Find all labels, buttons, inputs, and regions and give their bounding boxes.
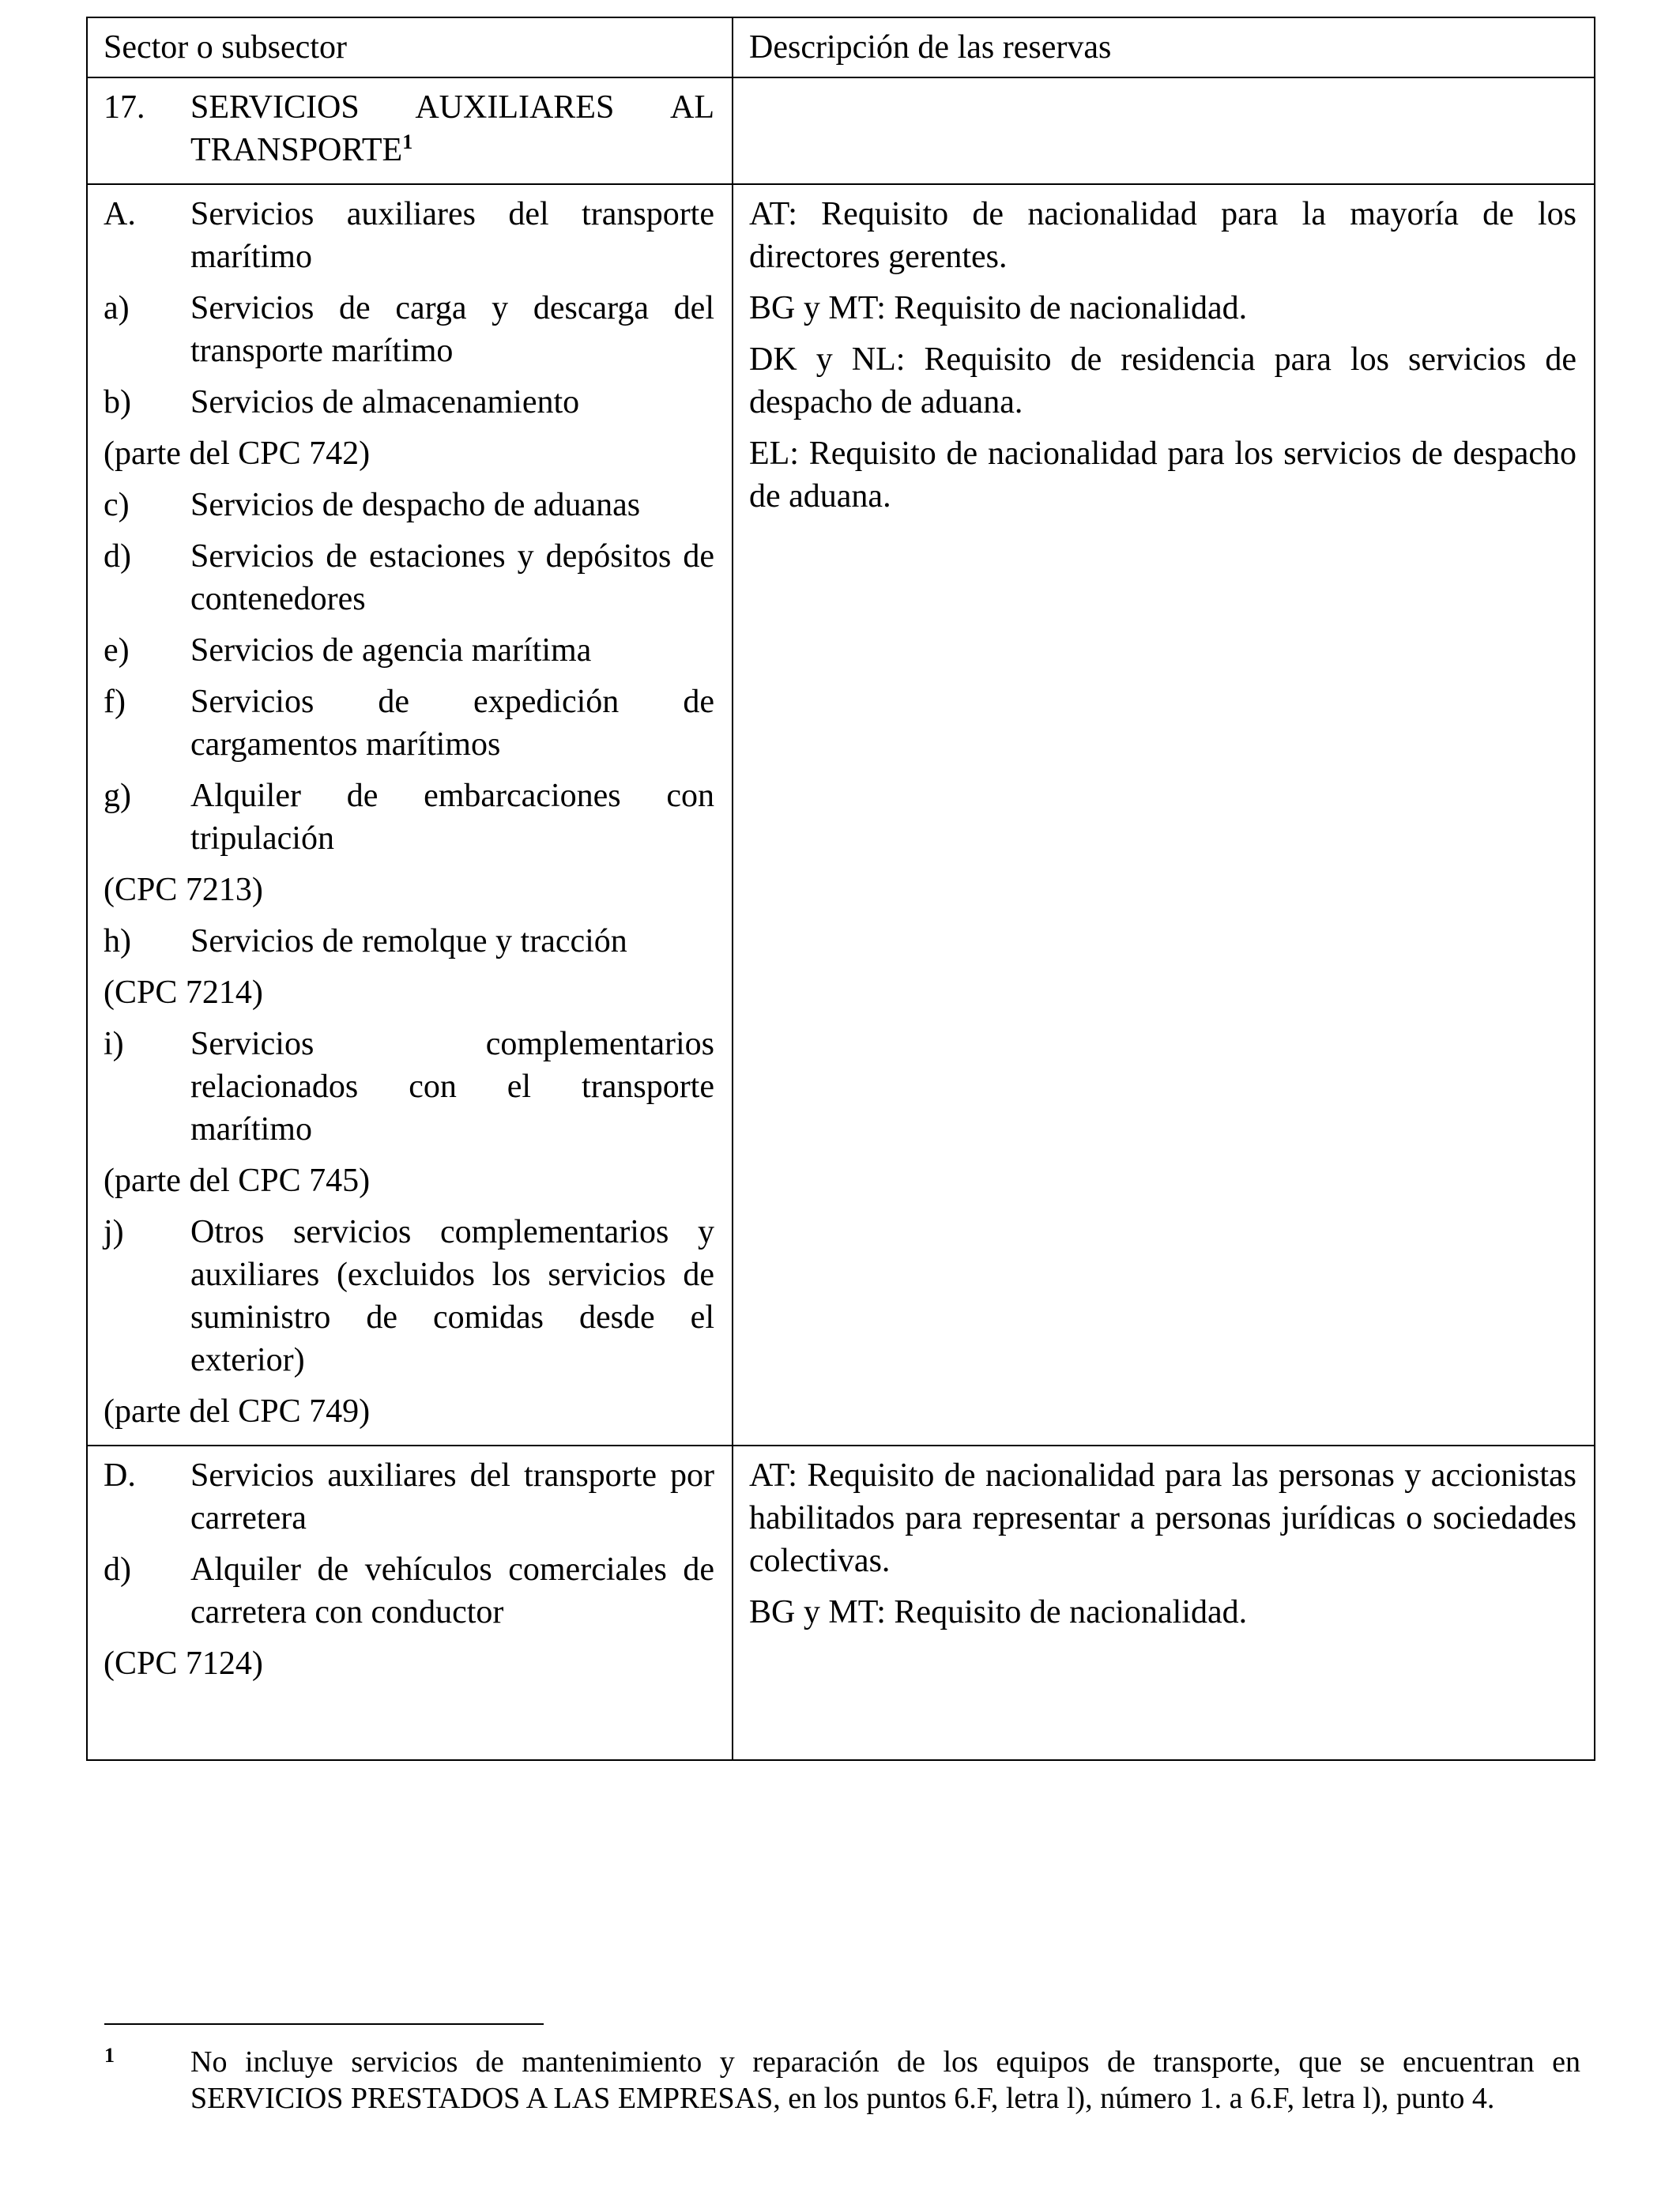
- header-description: Descripción de las reservas: [733, 17, 1595, 77]
- list-item: f) Servicios de expedición de cargamentos marítimos: [104, 684, 714, 763]
- header-sector: Sector o subsector: [87, 17, 733, 77]
- section-row: [87, 77, 1595, 184]
- maritime-sector-cell: [87, 184, 733, 1446]
- list-item: d) Alquiler de vehículos comerciales de carretera con conductor: [104, 1551, 714, 1630]
- list-item: j) Otros servicios complementarios y auxiliares (excluidos los servicios de suministro de comidas desde el exterior): [104, 1214, 714, 1378]
- table-row-maritime: [87, 184, 1595, 1446]
- section-empty-cell: [733, 77, 1595, 184]
- list-item: e) Servicios de agencia marítima: [104, 632, 592, 669]
- footnote-separator: [104, 2023, 544, 2025]
- reservation-text: AT: Requisito de nacionalidad para las personas y accionistas habilitados para representar a personas jurídicas o sociedades colectivas.: [749, 1457, 1576, 1579]
- maritime-reservations-cell: [733, 184, 1595, 1446]
- reservation-text: BG y MT: Requisito de nacionalidad.: [749, 290, 1248, 326]
- list-item: i) Servicios complementarios relacionados con el transporte marítimo: [104, 1026, 714, 1148]
- cpc-reference: (CPC 7214): [104, 974, 263, 1011]
- list-item: c) Servicios de despacho de aduanas: [104, 487, 641, 523]
- footnote-reference: 1: [402, 130, 413, 153]
- list-item: D. Servicios auxiliares del transporte por carretera: [104, 1457, 714, 1536]
- footnote-number: 1: [104, 2044, 115, 2067]
- list-item: b) Servicios de almacenamiento: [104, 384, 580, 420]
- cpc-reference: (parte del CPC 745): [104, 1163, 371, 1199]
- table-row-road: [87, 1446, 1595, 1760]
- section-heading: [104, 86, 714, 172]
- footnote: [104, 2044, 1580, 2117]
- list-item: g) Alquiler de embarcaciones con tripulación: [104, 778, 714, 857]
- list-item: d) Servicios de estaciones y depósitos de contenedores: [104, 538, 714, 617]
- cpc-reference: (CPC 7124): [104, 1646, 263, 1682]
- reservation-text: AT: Requisito de nacionalidad para la mayoría de los directores gerentes.: [749, 196, 1576, 275]
- list-item: A. Servicios auxiliares del transporte marítimo: [104, 196, 714, 275]
- table-header-row: [87, 17, 1595, 77]
- reservation-text: BG y MT: Requisito de nacionalidad.: [749, 1594, 1248, 1630]
- cpc-reference: (CPC 7213): [104, 872, 263, 908]
- section-number: 17.: [104, 89, 145, 126]
- cpc-reference: (parte del CPC 749): [104, 1393, 371, 1430]
- cpc-reference: (parte del CPC 742): [104, 435, 371, 472]
- reservation-text: DK y NL: Requisito de residencia para los servicios de despacho de aduana.: [749, 341, 1576, 420]
- road-sector-cell: [87, 1446, 733, 1760]
- reservation-text: EL: Requisito de nacionalidad para los servicios de despacho de aduana.: [749, 435, 1576, 515]
- reservations-table: [86, 17, 1595, 1761]
- section-title-cell: [87, 77, 733, 184]
- list-item: a) Servicios de carga y descarga del transporte marítimo: [104, 290, 714, 369]
- road-reservations-cell: [733, 1446, 1595, 1760]
- section-title: SERVICIOS AUXILIARES AL TRANSPORTE: [190, 89, 714, 168]
- footnote-text: No incluye servicios de mantenimiento y reparación de los equipos de transporte, que se encuentran en SERVICIOS PRESTADOS A LAS EMPRESAS, en los puntos 6.F, letra l), número 1. a 6.F, letra l), punto 4.: [190, 2045, 1580, 2115]
- list-item: h) Servicios de remolque y tracción: [104, 923, 627, 959]
